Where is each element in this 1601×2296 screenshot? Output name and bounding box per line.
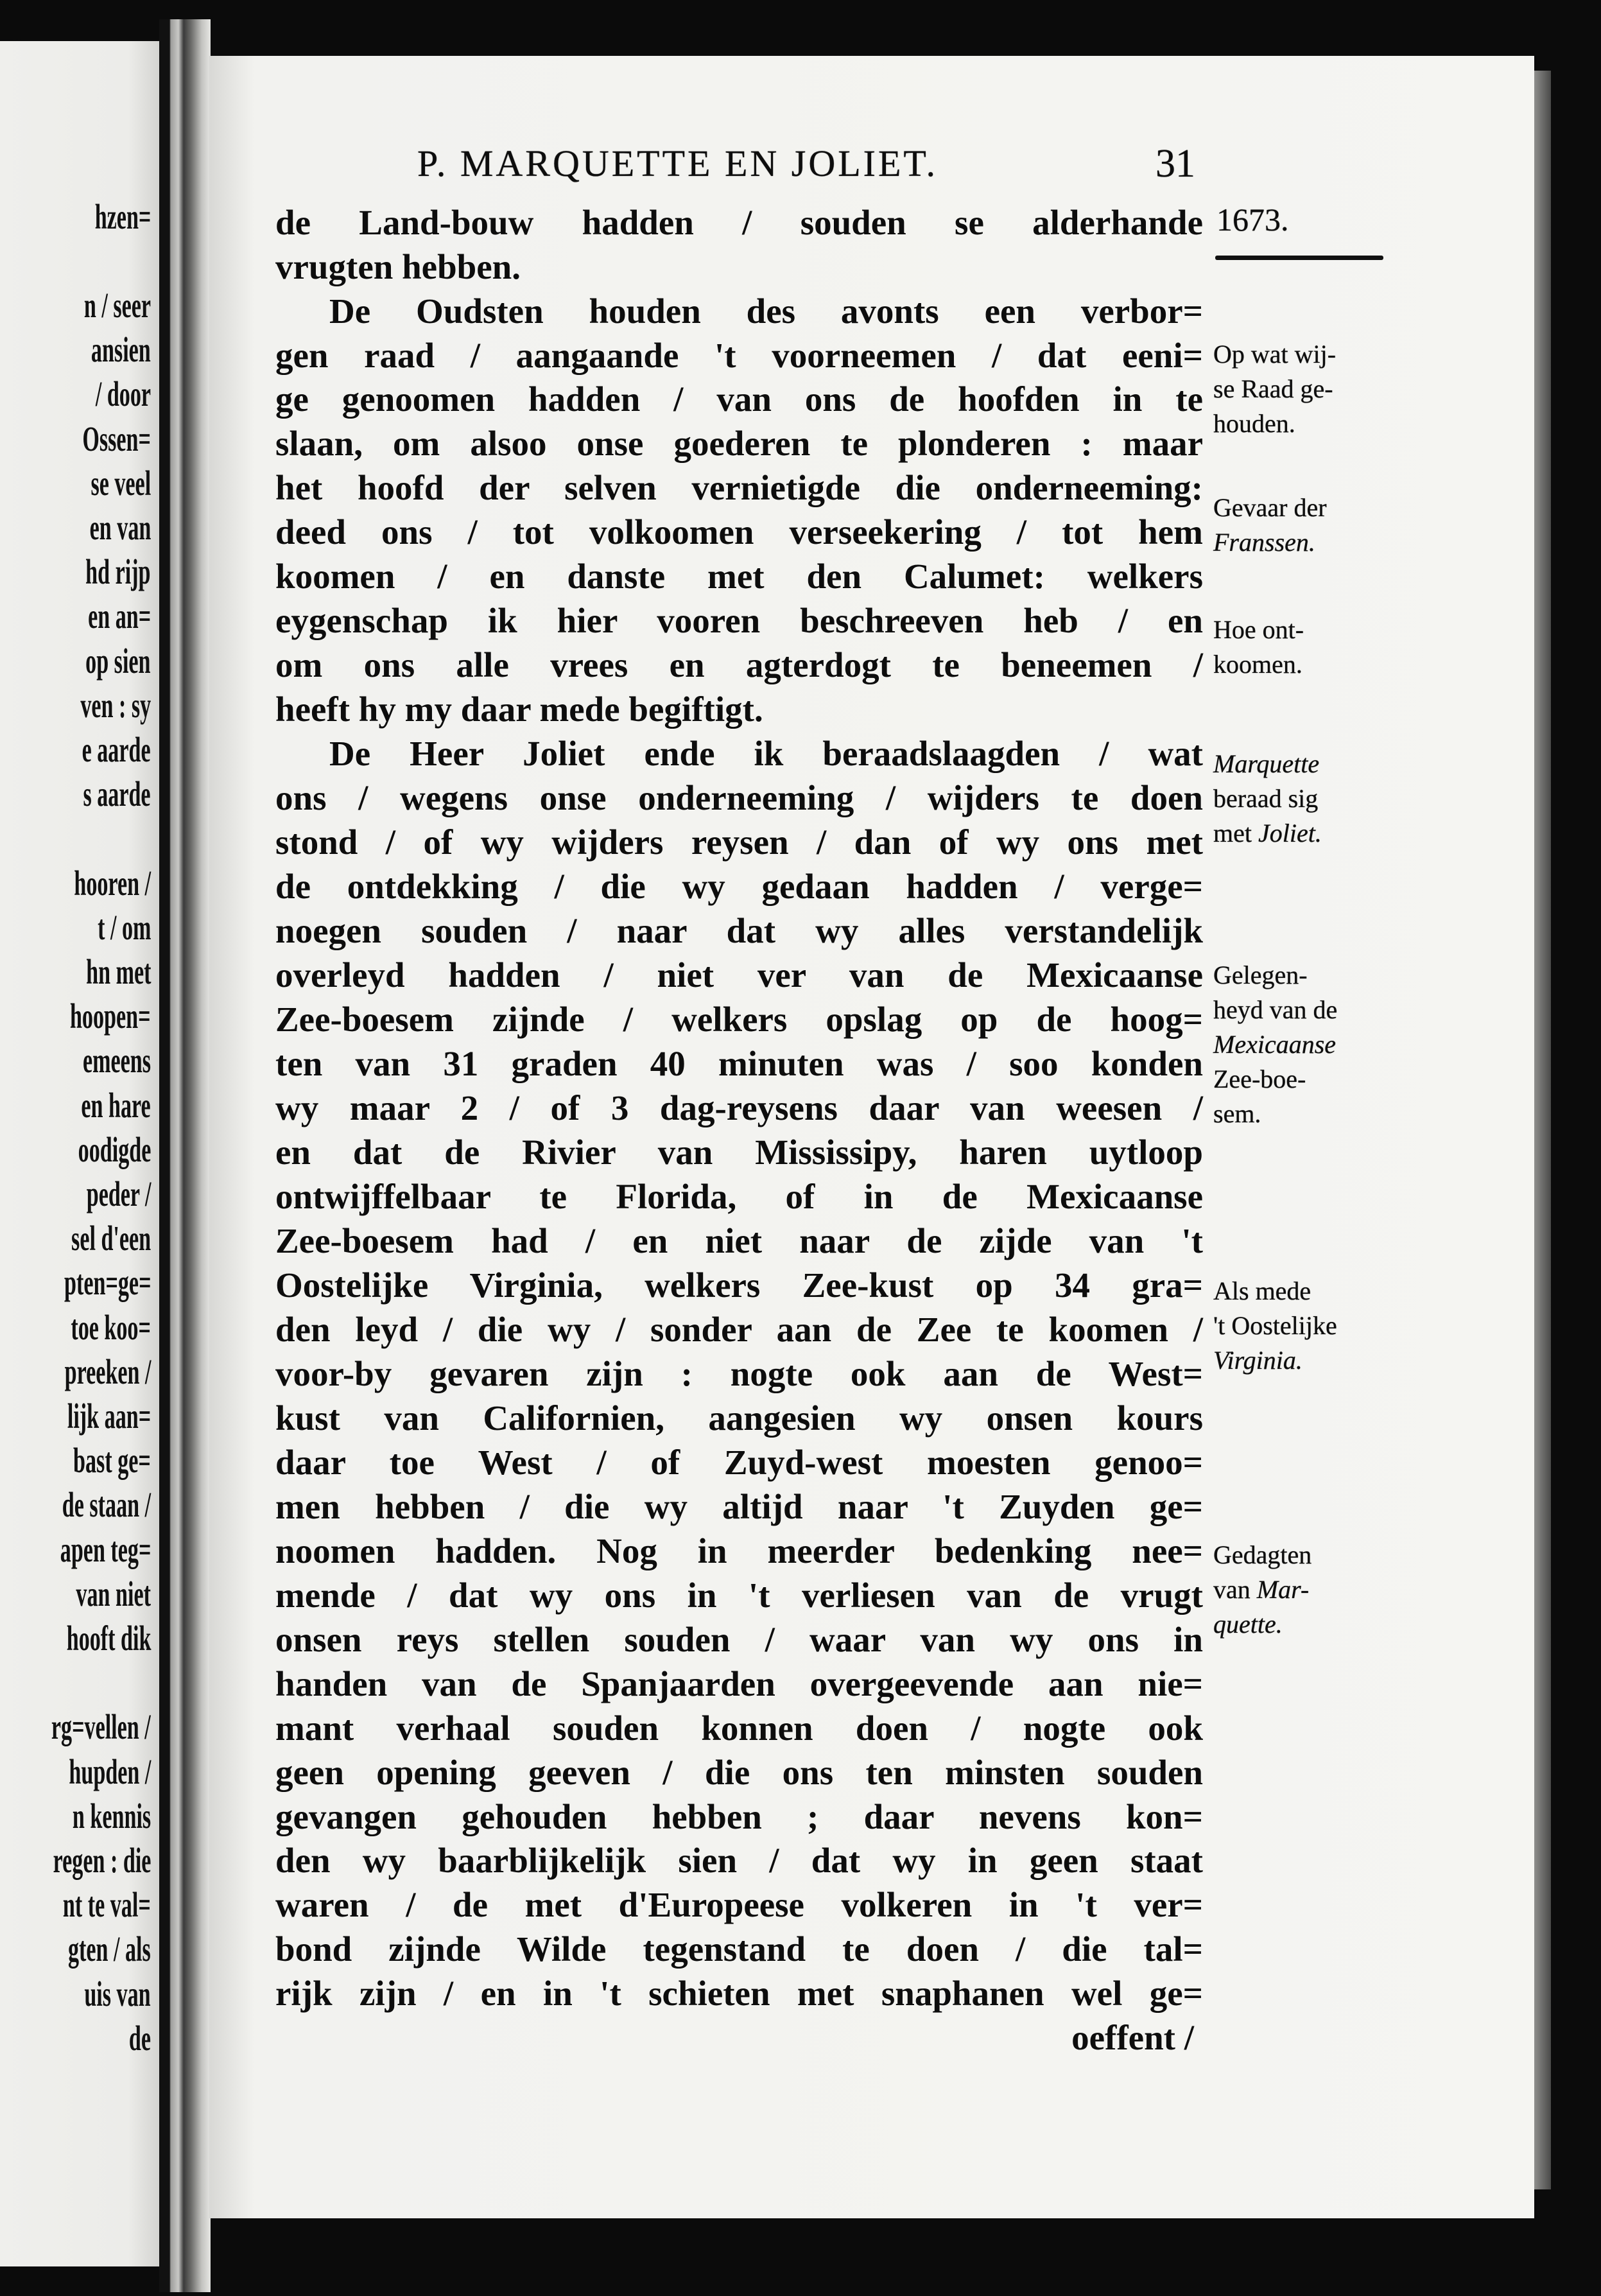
body-line: Zee-boesem had / en niet naar de zijde van 't	[275, 1221, 1203, 1260]
margin-note-line	[1213, 958, 1406, 993]
body-line: Zee-boesem zijnde / welkers opslag op de hoog=	[275, 1000, 1203, 1039]
body-line: wy maar 2 / of 3 dag-reysens daar van weesen /	[275, 1088, 1203, 1127]
margin-note	[1213, 613, 1406, 682]
margin-note-line	[1213, 781, 1406, 816]
margin-note	[1213, 491, 1406, 560]
body-line: men hebben / die wy altijd naar 't Zuyden ge=	[275, 1486, 1203, 1526]
body-line: overleyd hadden / niet ver van de Mexicaanse	[275, 955, 1203, 995]
margin-note-text: Virginia.	[1213, 1346, 1302, 1375]
facing-page-fragment: ven : sy	[80, 685, 151, 725]
body-line: en dat de Rivier van Mississipy, haren uytloop	[275, 1132, 1203, 1172]
facing-page-fragment: hoopen=	[70, 996, 151, 1036]
body-line: slaan, om alsoo onse goederen te plonderen : maar	[275, 424, 1203, 464]
margin-note-line	[1213, 1343, 1406, 1378]
margin-note-line	[1213, 747, 1406, 781]
facing-page-fragment: n kennis	[72, 1796, 151, 1836]
facing-page-fragment: en hare	[81, 1085, 151, 1125]
margin-note-line	[1213, 1274, 1406, 1309]
margin-note-text: quette.	[1213, 1610, 1283, 1639]
page-edge	[1534, 71, 1551, 2189]
facing-page-fragment: rg=vellen /	[51, 1707, 151, 1747]
facing-page-fragment: Ossen=	[82, 419, 151, 458]
margin-note-line	[1213, 1097, 1406, 1131]
body-line: handen van de Spanjaarden overgeevende aan nie=	[275, 1664, 1203, 1703]
facing-page-fragment: e aarde	[82, 729, 151, 769]
body-line: kust van Californien, aangesien wy onsen kours	[275, 1398, 1203, 1438]
margin-note-text: Hoe ont-	[1213, 615, 1304, 644]
margin-note-line	[1213, 1607, 1406, 1642]
body-line: eygenschap ik hier vooren beschreeven heb / en	[275, 601, 1203, 641]
body-line: ontwijffelbaar te Florida, of in de Mexicaanse	[275, 1176, 1203, 1216]
facing-page-fragment: bast ge=	[73, 1441, 151, 1481]
facing-page-fragment: se veel	[91, 463, 151, 503]
facing-page-fragment: s aarde	[83, 774, 151, 814]
body-line: den leyd / die wy / sonder aan de Zee te koomen /	[275, 1309, 1203, 1349]
body-line: Oostelijke Virginia, welkers Zee-kust op 34 gra=	[275, 1265, 1203, 1305]
facing-page-fragment: en van	[89, 507, 151, 547]
facing-page-fragment: pten=ge=	[64, 1263, 151, 1303]
body-line: gevangen gehouden hebben ; daar nevens kon=	[275, 1796, 1203, 1836]
margin-note-text: Marquette	[1213, 749, 1320, 778]
body-line: ons / wegens onse onderneeming / wijders te doen	[275, 778, 1203, 818]
margin-note-line	[1213, 337, 1406, 372]
facing-page-fragment: hooren /	[74, 863, 151, 903]
running-head: P. MARQUETTE EN JOLIET.	[417, 143, 939, 184]
margin-note-line	[1213, 372, 1406, 406]
facing-page	[0, 41, 159, 2266]
margin-note	[1213, 747, 1406, 851]
margin-note-line	[1213, 491, 1406, 525]
margin-note-text: houden.	[1213, 409, 1295, 438]
margin-note-text: Gedagten	[1213, 1540, 1312, 1569]
facing-page-fragment: van niet	[76, 1574, 151, 1613]
margin-note-line	[1213, 993, 1406, 1027]
margin-note-line	[1213, 1538, 1406, 1572]
margin-note-line	[1213, 1309, 1406, 1343]
margin-note-text: heyd van de	[1213, 995, 1338, 1024]
facing-page-fragment: sel d'een	[71, 1219, 151, 1258]
page-number: 31	[1155, 142, 1195, 186]
margin-note-text: Franssen.	[1213, 528, 1315, 557]
body-line: ten van 31 graden 40 minuten was / soo konden	[275, 1044, 1203, 1084]
facing-page-fragment: hn met	[85, 952, 151, 991]
margin-note-text: Joliet.	[1258, 819, 1322, 848]
margin-note-line	[1213, 525, 1406, 560]
margin-note-text: Zee-boe-	[1213, 1065, 1306, 1093]
body-line: De Oudsten houden des avonts een verbor=	[329, 291, 1203, 331]
margin-note-text: Gelegen-	[1213, 961, 1308, 989]
body-line: mant verhaal souden konnen doen / nogte ook	[275, 1708, 1203, 1748]
body-line: daar toe West / of Zuyd-west moesten genoo=	[275, 1442, 1203, 1482]
year-margin-note: 1673.	[1216, 202, 1289, 238]
facing-page-fragment: peder /	[86, 1174, 151, 1213]
facing-page-fragment: n / seer	[83, 285, 151, 325]
body-line: gen raad / aangaande 't voorneemen / dat eeni=	[275, 335, 1203, 375]
facing-page-fragment: apen teg=	[60, 1529, 151, 1569]
body-line: bond zijnde Wilde tegenstand te doen / die tal=	[275, 1929, 1203, 1969]
margin-note-line	[1213, 816, 1406, 851]
facing-page-fragment: hzen=	[94, 196, 151, 236]
body-line: onsen reys stellen souden / waar van wy ons in	[275, 1619, 1203, 1659]
facing-page-fragment: preeken /	[64, 1352, 151, 1391]
body-line: voor-by gevaren zijn : nogte ook aan de West=	[275, 1353, 1203, 1393]
facing-page-fragment: regen : die	[53, 1840, 151, 1880]
body-line: mende / dat wy ons in 't verliesen van de vrugt	[275, 1575, 1203, 1615]
body-line: rijk zijn / en in 't schieten met snaphanen wel ge=	[275, 1974, 1203, 2013]
margin-note-text: koomen.	[1213, 650, 1302, 679]
facing-page-fragment: de staan /	[62, 1485, 151, 1525]
body-line: stond / of wy wijders reysen / dan of wy ons met	[275, 822, 1203, 862]
margin-note	[1213, 1274, 1406, 1378]
body-line: vrugten hebben.	[275, 247, 521, 286]
body-line: waren / de met d'Europeese volkeren in 't ver=	[275, 1885, 1203, 1925]
facing-page-fragment: lijk aan=	[67, 1396, 151, 1436]
body-line: geen opening geeven / die ons ten minsten souden	[275, 1752, 1203, 1792]
year-rule	[1215, 256, 1383, 260]
facing-page-fragment: en an=	[87, 596, 151, 636]
facing-page-fragment: t / om	[97, 907, 151, 947]
facing-page-fragment: ansien	[91, 330, 151, 370]
body-line: koomen / en danste met den Calumet: welkers	[275, 557, 1203, 596]
facing-page-fragment: gten / als	[68, 1929, 151, 1969]
facing-page-fragment: hooft dik	[66, 1618, 151, 1658]
facing-page-fragment: nt te val=	[63, 1885, 151, 1925]
margin-note-text: 't Oostelijke	[1213, 1311, 1337, 1340]
facing-page-fragment: oodigde	[78, 1129, 151, 1169]
margin-note-line	[1213, 647, 1406, 682]
margin-note-line	[1213, 1062, 1406, 1097]
body-line: om ons alle vrees en agterdogt te beneemen /	[275, 645, 1203, 685]
body-line: heeft hy my daar mede begiftigt.	[275, 690, 763, 729]
facing-page-fragment: emeens	[82, 1041, 151, 1081]
margin-note-line	[1213, 613, 1406, 647]
margin-note-text: beraad sig	[1213, 784, 1319, 813]
margin-note-text: Mexicaanse	[1213, 1030, 1337, 1059]
margin-note-line	[1213, 406, 1406, 441]
facing-page-fragment: toe koo=	[71, 1307, 151, 1347]
margin-note-text: Mar-	[1256, 1575, 1310, 1604]
body-line: noegen souden / naar dat wy alles verstandelijk	[275, 911, 1203, 951]
facing-page-fragment: op sien	[85, 641, 151, 681]
body-line: den wy baarblijkelijk sien / dat wy in geen staat	[275, 1841, 1203, 1881]
margin-note	[1213, 958, 1406, 1131]
margin-note-line	[1213, 1027, 1406, 1062]
body-line: het hoofd der selven vernietigde die onderneeming:	[275, 468, 1203, 508]
facing-page-fragment: hupden /	[69, 1752, 151, 1791]
margin-note-text: Gevaar der	[1213, 493, 1327, 522]
body-line: deed ons / tot volkoomen verseekering / tot hem	[275, 512, 1203, 552]
body-line: de Land-bouw hadden / souden se alderhande	[275, 202, 1203, 242]
body-line: De Heer Joliet ende ik beraadslaagden / wat	[329, 734, 1203, 774]
margin-note-text: van	[1213, 1575, 1257, 1604]
margin-note-text: Als mede	[1213, 1276, 1311, 1305]
facing-page-fragment: uis van	[84, 1974, 151, 2013]
catchword: oeffent /	[1071, 2018, 1194, 2058]
book-gutter	[159, 19, 211, 2292]
margin-note-line	[1213, 1572, 1406, 1607]
margin-note	[1213, 1538, 1406, 1642]
margin-note-text: sem.	[1213, 1099, 1261, 1128]
body-line: noomen hadden. Nog in meerder bedenking nee=	[275, 1531, 1203, 1570]
facing-page-fragment: de	[128, 2018, 151, 2058]
margin-note-text: met	[1213, 819, 1258, 848]
margin-note-text: se Raad ge-	[1213, 374, 1333, 403]
margin-note	[1213, 337, 1406, 441]
facing-page-fragment: / door	[95, 374, 151, 414]
margin-note-text: Op wat wij-	[1213, 340, 1337, 369]
facing-page-fragment: hd rijp	[85, 552, 151, 592]
body-line: de ontdekking / die wy gedaan hadden / verge=	[275, 867, 1203, 907]
body-line: ge genoomen hadden / van ons de hoofden in te	[275, 379, 1203, 419]
